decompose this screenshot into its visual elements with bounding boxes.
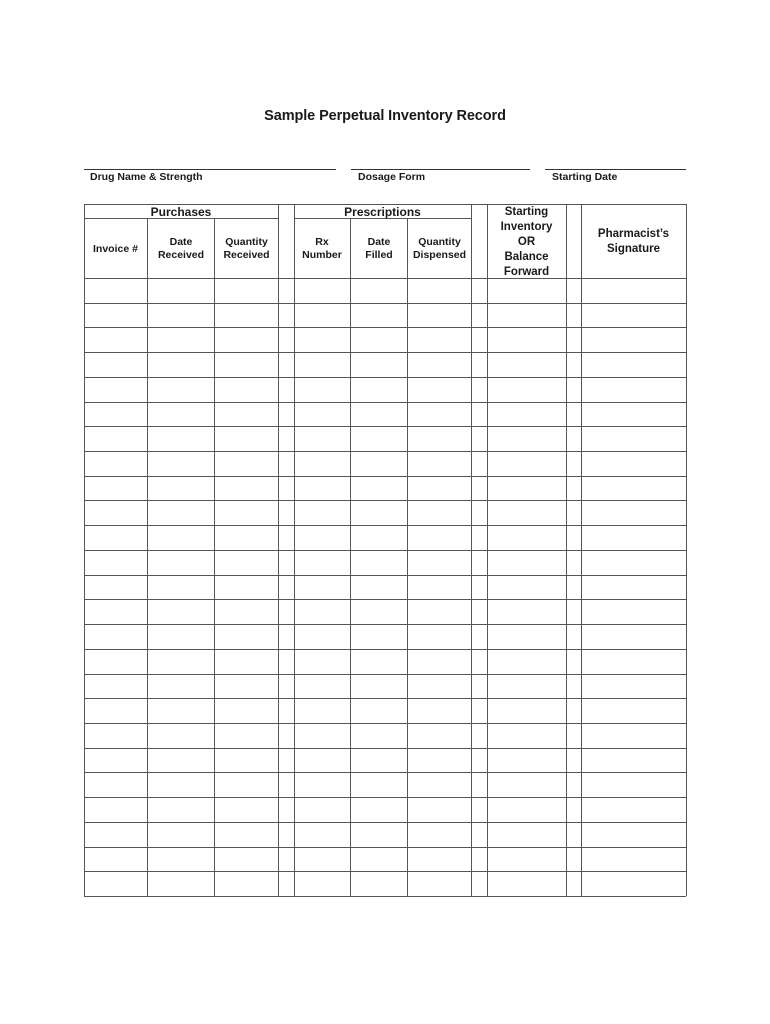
- cell-rx-number[interactable]: [295, 477, 349, 500]
- cell-pharmacist-signature[interactable]: [582, 279, 685, 302]
- cell-quantity-received[interactable]: [215, 576, 277, 599]
- cell-date-filled[interactable]: [351, 773, 406, 796]
- cell-invoice[interactable]: [85, 625, 146, 648]
- cell-quantity-received[interactable]: [215, 526, 277, 549]
- cell-quantity-received[interactable]: [215, 279, 277, 302]
- cell-invoice[interactable]: [85, 427, 146, 450]
- cell-invoice[interactable]: [85, 724, 146, 747]
- prescriptions-header: Prescriptions: [344, 205, 421, 219]
- col-date-filled: Date Filled: [365, 236, 393, 261]
- column-border: [471, 204, 472, 896]
- cell-invoice[interactable]: [85, 699, 146, 722]
- cell-starting-inventory[interactable]: [488, 353, 565, 376]
- cell-date-filled[interactable]: [351, 551, 406, 574]
- cell-quantity-dispensed[interactable]: [408, 501, 470, 524]
- cell-date-received[interactable]: [148, 650, 213, 673]
- col-invoice: Invoice #: [93, 243, 138, 255]
- cell-rx-number[interactable]: [295, 403, 349, 426]
- cell-quantity-dispensed[interactable]: [408, 749, 470, 772]
- cell-quantity-received[interactable]: [215, 848, 277, 871]
- cell-quantity-dispensed[interactable]: [408, 872, 470, 895]
- cell-quantity-dispensed[interactable]: [408, 403, 470, 426]
- cell-quantity-received[interactable]: [215, 675, 277, 698]
- cell-invoice[interactable]: [85, 279, 146, 302]
- cell-date-received[interactable]: [148, 551, 213, 574]
- cell-date-filled[interactable]: [351, 749, 406, 772]
- cell-date-filled[interactable]: [351, 452, 406, 475]
- cell-date-received[interactable]: [148, 675, 213, 698]
- cell-rx-number[interactable]: [295, 452, 349, 475]
- cell-date-filled[interactable]: [351, 304, 406, 327]
- cell-rx-number[interactable]: [295, 625, 349, 648]
- drug-name-label: Drug Name & Strength: [90, 171, 203, 183]
- cell-quantity-received[interactable]: [215, 551, 277, 574]
- cell-quantity-dispensed[interactable]: [408, 304, 470, 327]
- table-bottom-border: [84, 896, 686, 897]
- cell-quantity-dispensed[interactable]: [408, 452, 470, 475]
- cell-date-received[interactable]: [148, 304, 213, 327]
- cell-date-received[interactable]: [148, 749, 213, 772]
- col-date-received: Date Received: [157, 236, 205, 261]
- cell-date-received[interactable]: [148, 872, 213, 895]
- cell-date-filled[interactable]: [351, 378, 406, 401]
- cell-rx-number[interactable]: [295, 848, 349, 871]
- cell-pharmacist-signature[interactable]: [582, 576, 685, 599]
- cell-quantity-received[interactable]: [215, 353, 277, 376]
- cell-rx-number[interactable]: [295, 872, 349, 895]
- starting-date-label: Starting Date: [552, 171, 618, 183]
- cell-quantity-dispensed[interactable]: [408, 625, 470, 648]
- cell-date-filled[interactable]: [351, 526, 406, 549]
- cell-quantity-received[interactable]: [215, 600, 277, 623]
- cell-pharmacist-signature[interactable]: [582, 625, 685, 648]
- cell-invoice[interactable]: [85, 675, 146, 698]
- cell-date-filled[interactable]: [351, 625, 406, 648]
- cell-date-received[interactable]: [148, 724, 213, 747]
- cell-quantity-dispensed[interactable]: [408, 551, 470, 574]
- cell-invoice[interactable]: [85, 749, 146, 772]
- col-pharmacist-signature: Pharmacist’s Signature: [597, 228, 670, 255]
- cell-date-received[interactable]: [148, 501, 213, 524]
- cell-starting-inventory[interactable]: [488, 798, 565, 821]
- cell-date-received[interactable]: [148, 848, 213, 871]
- cell-pharmacist-signature[interactable]: [582, 353, 685, 376]
- cell-starting-inventory[interactable]: [488, 675, 565, 698]
- cell-quantity-dispensed[interactable]: [408, 378, 470, 401]
- cell-starting-inventory[interactable]: [488, 650, 565, 673]
- cell-pharmacist-signature[interactable]: [582, 403, 685, 426]
- cell-date-received[interactable]: [148, 403, 213, 426]
- cell-invoice[interactable]: [85, 477, 146, 500]
- cell-quantity-received[interactable]: [215, 304, 277, 327]
- cell-starting-inventory[interactable]: [488, 328, 565, 351]
- cell-date-filled[interactable]: [351, 477, 406, 500]
- cell-quantity-received[interactable]: [215, 477, 277, 500]
- cell-pharmacist-signature[interactable]: [582, 699, 685, 722]
- cell-date-received[interactable]: [148, 427, 213, 450]
- column-border: [278, 204, 279, 896]
- cell-starting-inventory[interactable]: [488, 551, 565, 574]
- cell-invoice[interactable]: [85, 848, 146, 871]
- cell-date-filled[interactable]: [351, 501, 406, 524]
- col-quantity-received: Quantity Received: [223, 236, 270, 261]
- cell-date-received[interactable]: [148, 576, 213, 599]
- cell-pharmacist-signature[interactable]: [582, 501, 685, 524]
- cell-starting-inventory[interactable]: [488, 823, 565, 846]
- cell-rx-number[interactable]: [295, 823, 349, 846]
- cell-pharmacist-signature[interactable]: [582, 427, 685, 450]
- cell-date-filled[interactable]: [351, 848, 406, 871]
- cell-quantity-dispensed[interactable]: [408, 724, 470, 747]
- cell-pharmacist-signature[interactable]: [582, 328, 685, 351]
- cell-date-received[interactable]: [148, 452, 213, 475]
- cell-quantity-dispensed[interactable]: [408, 328, 470, 351]
- cell-pharmacist-signature[interactable]: [582, 304, 685, 327]
- cell-rx-number[interactable]: [295, 551, 349, 574]
- cell-rx-number[interactable]: [295, 378, 349, 401]
- cell-invoice[interactable]: [85, 773, 146, 796]
- cell-quantity-received[interactable]: [215, 452, 277, 475]
- cell-date-received[interactable]: [148, 773, 213, 796]
- cell-invoice[interactable]: [85, 551, 146, 574]
- cell-rx-number[interactable]: [295, 600, 349, 623]
- cell-pharmacist-signature[interactable]: [582, 749, 685, 772]
- cell-pharmacist-signature[interactable]: [582, 650, 685, 673]
- cell-rx-number[interactable]: [295, 773, 349, 796]
- cell-starting-inventory[interactable]: [488, 501, 565, 524]
- cell-date-received[interactable]: [148, 477, 213, 500]
- cell-starting-inventory[interactable]: [488, 403, 565, 426]
- cell-quantity-dispensed[interactable]: [408, 279, 470, 302]
- cell-starting-inventory[interactable]: [488, 576, 565, 599]
- cell-rx-number[interactable]: [295, 304, 349, 327]
- column-border: [686, 204, 687, 896]
- col-starting-inventory: Starting Inventory OR Balance Forward: [500, 206, 553, 278]
- cell-invoice[interactable]: [85, 353, 146, 376]
- cell-date-received[interactable]: [148, 699, 213, 722]
- cell-starting-inventory[interactable]: [488, 279, 565, 302]
- cell-pharmacist-signature[interactable]: [582, 798, 685, 821]
- cell-pharmacist-signature[interactable]: [582, 378, 685, 401]
- cell-starting-inventory[interactable]: [488, 304, 565, 327]
- cell-quantity-received[interactable]: [215, 699, 277, 722]
- cell-date-received[interactable]: [148, 798, 213, 821]
- cell-rx-number[interactable]: [295, 353, 349, 376]
- form-title: Sample Perpetual Inventory Record: [264, 108, 506, 124]
- cell-pharmacist-signature[interactable]: [582, 551, 685, 574]
- cell-pharmacist-signature[interactable]: [582, 773, 685, 796]
- cell-date-received[interactable]: [148, 625, 213, 648]
- cell-starting-inventory[interactable]: [488, 872, 565, 895]
- cell-quantity-received[interactable]: [215, 378, 277, 401]
- cell-quantity-received[interactable]: [215, 798, 277, 821]
- cell-date-filled[interactable]: [351, 353, 406, 376]
- cell-pharmacist-signature[interactable]: [582, 452, 685, 475]
- cell-invoice[interactable]: [85, 600, 146, 623]
- cell-pharmacist-signature[interactable]: [582, 872, 685, 895]
- cell-rx-number[interactable]: [295, 699, 349, 722]
- cell-date-filled[interactable]: [351, 675, 406, 698]
- cell-rx-number[interactable]: [295, 798, 349, 821]
- cell-quantity-dispensed[interactable]: [408, 675, 470, 698]
- cell-invoice[interactable]: [85, 328, 146, 351]
- cell-invoice[interactable]: [85, 526, 146, 549]
- column-border: [566, 204, 567, 896]
- cell-quantity-dispensed[interactable]: [408, 477, 470, 500]
- cell-pharmacist-signature[interactable]: [582, 675, 685, 698]
- cell-pharmacist-signature[interactable]: [582, 724, 685, 747]
- cell-quantity-dispensed[interactable]: [408, 526, 470, 549]
- cell-date-filled[interactable]: [351, 600, 406, 623]
- cell-starting-inventory[interactable]: [488, 773, 565, 796]
- cell-quantity-received[interactable]: [215, 501, 277, 524]
- cell-rx-number[interactable]: [295, 724, 349, 747]
- cell-rx-number[interactable]: [295, 427, 349, 450]
- cell-date-filled[interactable]: [351, 872, 406, 895]
- cell-starting-inventory[interactable]: [488, 378, 565, 401]
- cell-quantity-dispensed[interactable]: [408, 798, 470, 821]
- cell-invoice[interactable]: [85, 650, 146, 673]
- cell-rx-number[interactable]: [295, 749, 349, 772]
- cell-quantity-dispensed[interactable]: [408, 427, 470, 450]
- cell-starting-inventory[interactable]: [488, 526, 565, 549]
- cell-pharmacist-signature[interactable]: [582, 823, 685, 846]
- cell-quantity-received[interactable]: [215, 823, 277, 846]
- cell-quantity-received[interactable]: [215, 403, 277, 426]
- cell-date-received[interactable]: [148, 823, 213, 846]
- cell-invoice[interactable]: [85, 823, 146, 846]
- cell-date-filled[interactable]: [351, 403, 406, 426]
- cell-quantity-received[interactable]: [215, 625, 277, 648]
- cell-pharmacist-signature[interactable]: [582, 600, 685, 623]
- cell-starting-inventory[interactable]: [488, 724, 565, 747]
- cell-date-received[interactable]: [148, 279, 213, 302]
- cell-date-received[interactable]: [148, 353, 213, 376]
- cell-quantity-received[interactable]: [215, 872, 277, 895]
- cell-quantity-dispensed[interactable]: [408, 823, 470, 846]
- cell-starting-inventory[interactable]: [488, 848, 565, 871]
- cell-quantity-dispensed[interactable]: [408, 353, 470, 376]
- cell-starting-inventory[interactable]: [488, 427, 565, 450]
- cell-invoice[interactable]: [85, 798, 146, 821]
- cell-rx-number[interactable]: [295, 675, 349, 698]
- cell-quantity-received[interactable]: [215, 773, 277, 796]
- cell-starting-inventory[interactable]: [488, 477, 565, 500]
- cell-date-filled[interactable]: [351, 823, 406, 846]
- cell-invoice[interactable]: [85, 872, 146, 895]
- cell-quantity-received[interactable]: [215, 749, 277, 772]
- cell-date-filled[interactable]: [351, 427, 406, 450]
- col-rx-number: Rx Number: [302, 236, 342, 261]
- cell-starting-inventory[interactable]: [488, 452, 565, 475]
- cell-date-filled[interactable]: [351, 576, 406, 599]
- cell-pharmacist-signature[interactable]: [582, 526, 685, 549]
- cell-invoice[interactable]: [85, 378, 146, 401]
- cell-date-received[interactable]: [148, 600, 213, 623]
- cell-rx-number[interactable]: [295, 501, 349, 524]
- cell-quantity-dispensed[interactable]: [408, 699, 470, 722]
- cell-date-received[interactable]: [148, 328, 213, 351]
- cell-quantity-dispensed[interactable]: [408, 600, 470, 623]
- cell-date-filled[interactable]: [351, 798, 406, 821]
- dosage-form-label: Dosage Form: [358, 171, 426, 183]
- cell-rx-number[interactable]: [295, 650, 349, 673]
- cell-quantity-dispensed[interactable]: [408, 848, 470, 871]
- cell-quantity-received[interactable]: [215, 724, 277, 747]
- cell-starting-inventory[interactable]: [488, 749, 565, 772]
- cell-starting-inventory[interactable]: [488, 600, 565, 623]
- cell-date-filled[interactable]: [351, 699, 406, 722]
- cell-rx-number[interactable]: [295, 328, 349, 351]
- cell-quantity-dispensed[interactable]: [408, 576, 470, 599]
- cell-date-filled[interactable]: [351, 650, 406, 673]
- cell-date-received[interactable]: [148, 378, 213, 401]
- cell-pharmacist-signature[interactable]: [582, 848, 685, 871]
- cell-invoice[interactable]: [85, 304, 146, 327]
- purchases-header: Purchases: [150, 205, 212, 219]
- cell-rx-number[interactable]: [295, 279, 349, 302]
- cell-quantity-received[interactable]: [215, 650, 277, 673]
- cell-quantity-received[interactable]: [215, 427, 277, 450]
- cell-invoice[interactable]: [85, 452, 146, 475]
- cell-rx-number[interactable]: [295, 576, 349, 599]
- cell-rx-number[interactable]: [295, 526, 349, 549]
- cell-date-filled[interactable]: [351, 328, 406, 351]
- cell-quantity-received[interactable]: [215, 328, 277, 351]
- cell-invoice[interactable]: [85, 576, 146, 599]
- cell-date-filled[interactable]: [351, 724, 406, 747]
- cell-starting-inventory[interactable]: [488, 625, 565, 648]
- cell-invoice[interactable]: [85, 501, 146, 524]
- col-quantity-dispensed: Quantity Dispensed: [412, 236, 467, 261]
- cell-pharmacist-signature[interactable]: [582, 477, 685, 500]
- cell-invoice[interactable]: [85, 403, 146, 426]
- cell-date-filled[interactable]: [351, 279, 406, 302]
- cell-quantity-dispensed[interactable]: [408, 650, 470, 673]
- cell-starting-inventory[interactable]: [488, 699, 565, 722]
- cell-date-received[interactable]: [148, 526, 213, 549]
- cell-quantity-dispensed[interactable]: [408, 773, 470, 796]
